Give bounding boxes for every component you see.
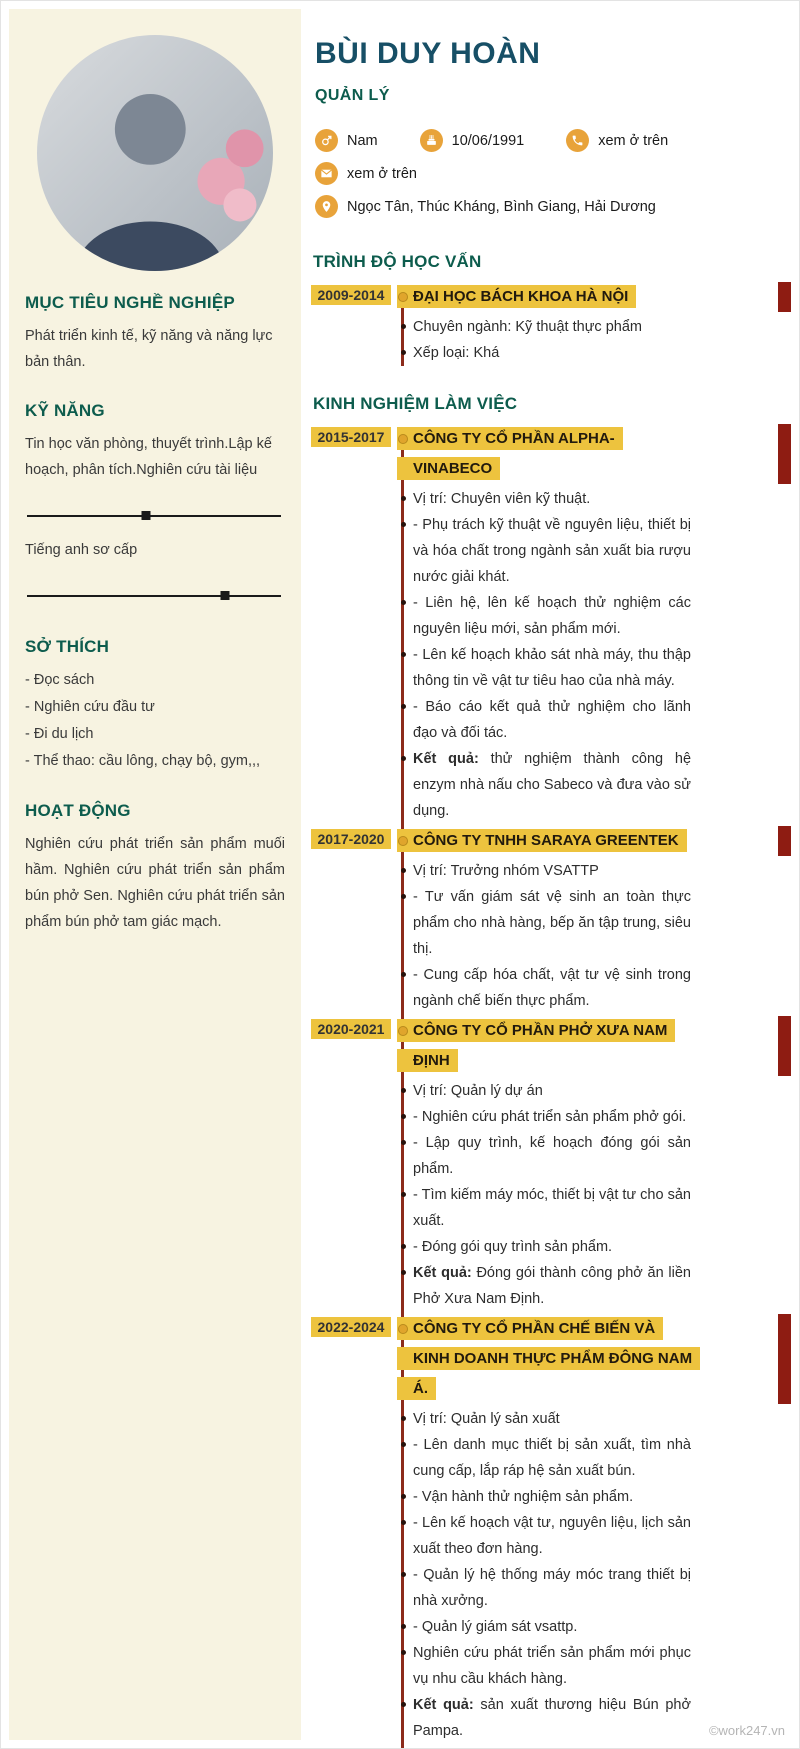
entry-head [301, 424, 791, 484]
entry-title: ĐẠI HỌC BÁCH KHOA HÀ NỘI [397, 285, 636, 308]
experience-entry [301, 1314, 791, 1744]
skill-level-bar-1 [27, 515, 281, 517]
entry-item: Xếp loại: Khá [413, 340, 691, 366]
experience-timeline [301, 424, 791, 1749]
contact-address [315, 195, 656, 218]
entry-title: CÔNG TY CỔ PHẦN PHỞ XƯA NAM ĐỊNH [397, 1019, 675, 1072]
education-heading: TRÌNH ĐỘ HỌC VẤN [313, 252, 482, 271]
contact-gender-value: Nam [347, 132, 378, 149]
birthday-cake-icon [420, 129, 443, 152]
result-text: sản xuất thương hiệu Bún phở Pampa. [413, 1697, 692, 1739]
objective-text: Phát triển kinh tế, kỹ năng và năng lực bản thân. [25, 328, 273, 370]
hobby-item: - Nghiên cứu đầu tư [25, 699, 155, 715]
experience-entry [301, 1016, 791, 1312]
sidebar [9, 9, 301, 1740]
contact-email [315, 162, 417, 185]
entry-title: CÔNG TY CỔ PHẦN ALPHA-VINABECO [397, 427, 623, 480]
entry-item: - Quản lý giám sát vsattp. [413, 1614, 691, 1640]
contact-birthday-value: 10/06/1991 [451, 132, 525, 149]
watermark: ©work247.vn [708, 1723, 785, 1738]
entry-accent-bar [778, 282, 791, 312]
entry-head [301, 282, 791, 312]
experience-section [301, 394, 791, 1749]
profile-photo [37, 35, 273, 271]
entry-accent-bar [778, 1016, 791, 1076]
skill-level-knob-2 [221, 591, 230, 600]
entry-accent-bar [778, 424, 791, 484]
hobby-item: - Đi du lịch [25, 726, 94, 742]
result-label: Kết quả: [413, 1697, 474, 1713]
entry-item: Vị trí: Chuyên viên kỹ thuật. [413, 486, 691, 512]
entry-title: CÔNG TY CỔ PHẦN CHẾ BIẾN VÀ KINH DOANH THỰC PHẨM ĐÔNG NAM Á. [397, 1317, 700, 1400]
entry-item: - Lên kế hoạch khảo sát nhà máy, thu thập thông tin về vật tư tiêu hao của nhà máy. [413, 642, 691, 694]
entry-item: - Lên kế hoạch vật tư, nguyên liệu, lịch sản xuất theo đơn hàng. [413, 1510, 691, 1562]
entry-item: - Lên danh mục thiết bị sản xuất, tìm nhà cung cấp, lắp ráp hệ sản xuất bún. [413, 1432, 691, 1484]
contact-phone-value: xem ở trên [598, 132, 669, 149]
skill-level-bar-2 [27, 595, 281, 597]
contact-row-3 [315, 195, 791, 218]
entry-item-result [413, 1692, 691, 1744]
hobbies-heading: SỞ THÍCH [25, 637, 110, 656]
timeline-dot [398, 292, 408, 302]
job-title: QUẢN LÝ [315, 87, 390, 104]
education-section [301, 252, 791, 366]
skills-heading: KỸ NĂNG [25, 401, 105, 420]
entry-item: - Tìm kiếm máy móc, thiết bị vật tư cho sản xuất. [413, 1182, 691, 1234]
location-pin-icon [315, 195, 338, 218]
hobby-item: - Thể thao: cầu lông, chạy bộ, gym,,, [25, 753, 261, 769]
entry-item: - Cung cấp hóa chất, vật tư vệ sinh trong ngành chế biến thực phẩm. [413, 962, 691, 1014]
entry-item: - Báo cáo kết quả thử nghiệm cho lãnh đạo và đối tác. [413, 694, 691, 746]
entry-item: - Quản lý hệ thống máy móc trang thiết bị nhà xưởng. [413, 1562, 691, 1614]
timeline-dot [398, 1026, 408, 1036]
activities-heading: HOẠT ĐỘNG [25, 801, 131, 820]
result-label: Kết quả: [413, 1265, 472, 1281]
contact-phone [566, 129, 668, 152]
contact-birthday [420, 129, 525, 152]
entry-date: 2017-2020 [311, 829, 391, 849]
timeline-dot [398, 836, 408, 846]
activities-text: Nghiên cứu phát triển sản phẩm muối hầm. Nghiên cứu phát triển sản phẩm bún phở Sen. Nghiên cứu phát triển sản phẩm bún phở tam giác mạch. [25, 836, 285, 930]
entry-item: - Phụ trách kỹ thuật về nguyên liệu, thiết bị và hóa chất trong ngành sản xuất bia rượu nước giải khát. [413, 512, 691, 590]
contact-gender [315, 129, 378, 152]
entry-item-result [413, 746, 691, 824]
experience-entry [301, 424, 791, 824]
main-column [301, 9, 791, 1740]
entry-item: - Vận hành thử nghiệm sản phẩm. [413, 1484, 691, 1510]
entry-head [301, 826, 791, 856]
timeline-dot [398, 434, 408, 444]
entry-item: - Lập quy trình, kế hoạch đóng gói sản phẩm. [413, 1130, 691, 1182]
contact-address-value: Ngọc Tân, Thúc Kháng, Bình Giang, Hải Dương [347, 198, 656, 215]
entry-title: CÔNG TY TNHH SARAYA GREENTEK [397, 829, 687, 852]
entry-date: 2015-2017 [311, 427, 391, 447]
entry-item: Nghiên cứu phát triển sản phẩm mới phục vụ nhu cầu khách hàng. [413, 1640, 691, 1692]
phone-icon [566, 129, 589, 152]
entry-item: - Đóng gói quy trình sản phẩm. [413, 1234, 691, 1260]
experience-heading: KINH NGHIỆM LÀM VIỆC [313, 394, 518, 413]
hobby-item: - Đọc sách [25, 672, 95, 688]
skill-level-knob-1 [142, 511, 151, 520]
objective-heading: MỤC TIÊU NGHỀ NGHIỆP [25, 293, 235, 312]
entry-accent-bar [778, 826, 791, 856]
entry-date: 2009-2014 [311, 285, 391, 305]
education-timeline [301, 282, 791, 366]
entry-date: 2022-2024 [311, 1317, 391, 1337]
result-label: Kết quả: [413, 751, 479, 767]
timeline-dot [398, 1324, 408, 1334]
mail-icon [315, 162, 338, 185]
entry-item: - Nghiên cứu phát triển sản phẩm phở gói. [413, 1104, 691, 1130]
profile-photo-placeholder [37, 35, 273, 271]
gender-icon [315, 129, 338, 152]
contact-row-2 [315, 162, 791, 185]
candidate-name: BÙI DUY HOÀN [315, 37, 541, 70]
skill-text-2: Tiếng anh sơ cấp [25, 542, 138, 558]
entry-item: Vị trí: Quản lý sản xuất [413, 1406, 691, 1432]
experience-entry [301, 826, 791, 1014]
entry-head [301, 1016, 791, 1076]
entry-item: - Liên hệ, lên kế hoạch thử nghiệm các nguyên liệu mới, sản phẩm mới. [413, 590, 691, 642]
entry-accent-bar [778, 1314, 791, 1404]
result-text: thử nghiệm thành công hệ enzym nhà nấu cho Sabeco và đưa vào sử dụng. [413, 751, 692, 819]
entry-date: 2020-2021 [311, 1019, 391, 1039]
entry-item: Chuyên ngành: Kỹ thuật thực phẩm [413, 314, 691, 340]
contact-row-1 [315, 129, 791, 152]
entry-head [301, 1314, 791, 1404]
result-text: Đóng gói thành công phở ăn liền Phở Xưa Nam Định. [413, 1265, 692, 1307]
entry-item-result [413, 1260, 691, 1312]
entry-item: Vị trí: Quản lý dự án [413, 1078, 691, 1104]
skill-text-1: Tin học văn phòng, thuyết trình.Lập kế hoạch, phân tích.Nghiên cứu tài liệu [25, 436, 272, 478]
entry-item: - Tư vấn giám sát vệ sinh an toàn thực phẩm cho nhà hàng, bếp ăn tập trung, siêu thị. [413, 884, 691, 962]
contact-email-value: xem ở trên [347, 165, 417, 182]
education-entry [301, 282, 791, 366]
entry-item: Vị trí: Trưởng nhóm VSATTP [413, 858, 691, 884]
